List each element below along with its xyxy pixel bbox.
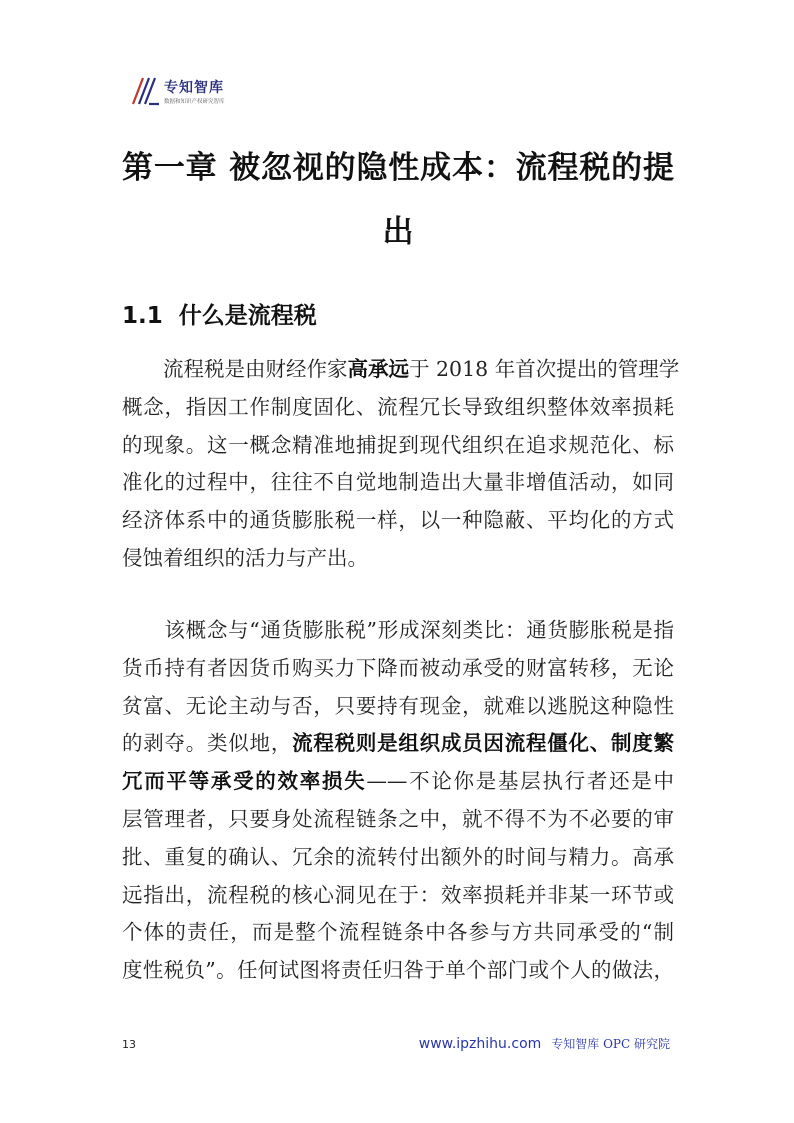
emphasis-bold: 冗而平等承受的效率损失	[122, 769, 367, 794]
paragraph-line: 经济体系中的通货膨胀税一样，以一种隐蔽、平均化的方式	[122, 508, 674, 533]
brand-name: 专知智库	[164, 80, 224, 96]
paragraph-line: 层管理者，只要身处流程链条之中，就不得不为不必要的审	[122, 806, 674, 831]
paragraph-line: 准化的过程中，往往不自觉地制造出大量非增值活动，如同	[122, 470, 674, 495]
paragraph-1	[122, 351, 680, 578]
paragraph-line: 的剥夺。类似地，流程税则是组织成员因流程僵化、制度繁	[122, 731, 675, 756]
paragraph-line: 个体的责任，而是整个流程链条中各参与方共同承受的“制	[122, 920, 674, 945]
chapter-title-line-1: 第一章 被忽视的隐性成本：流程税的提	[122, 150, 674, 186]
page-number: 13	[122, 1038, 136, 1051]
paragraph-line: 远指出，流程税的核心洞见在于：效率损耗并非某一环节或	[122, 882, 674, 907]
paragraph-line: 侵蚀着组织的活力与产出。	[122, 545, 368, 570]
brand-logo-icon	[130, 76, 160, 106]
paragraph-line: 冗而平等承受的效率损失——不论你是基层执行者还是中	[122, 769, 674, 794]
paragraph-line: 的现象。这一概念精准地捕捉到现代组织在追求规范化、标	[122, 432, 674, 457]
chapter-title	[122, 136, 674, 264]
section-number: 1.1	[122, 303, 163, 329]
brand-logo	[130, 74, 270, 114]
brand-tagline: 数据和知识产权研究智库	[164, 99, 225, 105]
footer-url-link[interactable]: www.ipzhihu.com	[418, 1036, 542, 1052]
paragraph-line: 贫富、无论主动与否，只要持有现金，就难以逃脱这种隐性	[122, 693, 674, 718]
paragraph-2	[122, 612, 674, 990]
paragraph-line: 批、重复的确认、冗余的流转付出额外的时间与精力。高承	[122, 844, 674, 869]
paragraph-line: 货币持有者因货币购买力下降而被动承受的财富转移，无论	[122, 655, 674, 680]
section-title: 什么是流程税	[178, 303, 317, 329]
chapter-title-line-2: 出	[382, 214, 414, 250]
footer	[419, 1035, 670, 1053]
section-heading	[122, 297, 317, 330]
paragraph-line: 流程税是由财经作家高承远于 2018 年首次提出的管理学	[163, 357, 680, 381]
author-name-bold: 高承远	[347, 357, 409, 381]
footer-organization: 专知智库 OPC 研究院	[551, 1037, 670, 1051]
paragraph-line: 度性税负”。任何试图将责任归咎于单个部门或个人的做法，	[122, 958, 674, 983]
emphasis-bold: 流程税则是组织成员因流程僵化、制度繁	[292, 731, 675, 756]
paragraph-line: 概念，指因工作制度固化、流程冗长导致组织整体效率损耗	[122, 394, 674, 419]
paragraph-line: 该概念与“通货膨胀税”形成深刻类比：通货膨胀税是指	[164, 618, 675, 642]
